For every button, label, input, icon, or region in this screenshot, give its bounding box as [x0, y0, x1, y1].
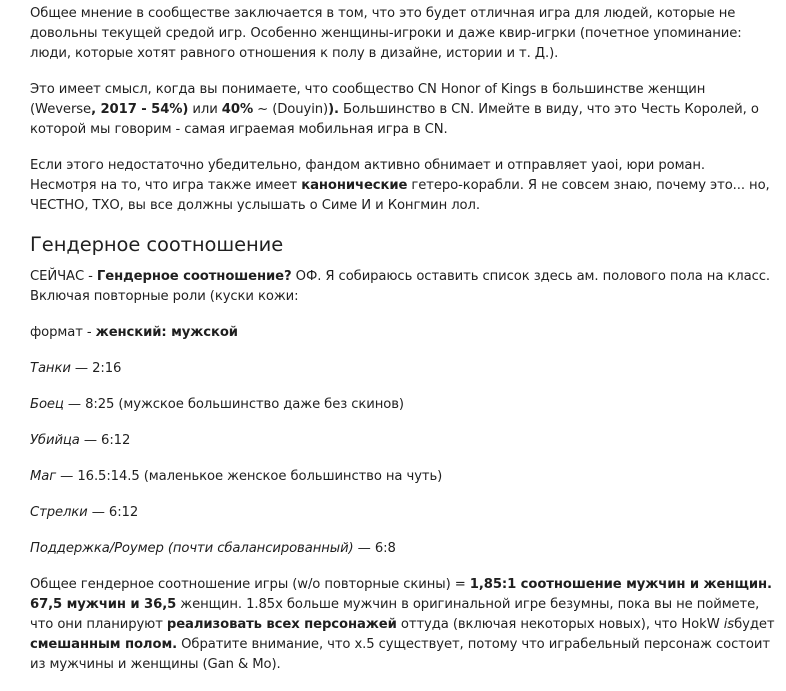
- bold-text: Гендерное соотношение?: [96, 269, 292, 284]
- role-value: — 2:16: [70, 361, 122, 376]
- bold-text: , 2017 - 54%): [91, 102, 189, 117]
- role-ratio-assassin: [30, 431, 775, 451]
- role-name: Боец: [30, 397, 64, 412]
- paragraph-fandom: [30, 156, 775, 216]
- role-ratio-mage: [30, 467, 775, 487]
- role-value: — 6:8: [353, 541, 396, 556]
- paragraph-ratio-intro: [30, 267, 775, 307]
- role-ratio-marksman: [30, 503, 775, 523]
- text: Общее мнение в сообществе заключается в том, что это будет отличная игра для людей, которые не довольны текущей средой игр. Особенно женщины-игроки и даже квир-игрки (почетное упоминание: люди, которые хотят равного отношения к полу в дизайне, истории и т. Д.).: [30, 6, 742, 61]
- role-value: — 6:12: [87, 505, 139, 520]
- text: гетеро-корабли. Я не совсем знаю, почему это... но, ЧЕСТНО, ТХО, вы все должны услышать о Симе И и Конгмин лол.: [30, 178, 770, 213]
- text: ОФ. Я собираюсь оставить список здесь ам. полового пола на класс. Включая повторные роли (куски кожи:: [30, 269, 770, 304]
- bold-text: канонические: [301, 178, 408, 193]
- role-value: — 8:25 (мужское большинство даже без скинов): [63, 397, 404, 412]
- text: Большинство в CN. Имейте в виду, что это Честь Королей, о которой мы говорим - самая играемая мобильная игра в CN.: [30, 102, 759, 137]
- paragraph-cn-demographics: [30, 80, 775, 140]
- text: женщин.: [176, 597, 243, 612]
- text: оттуда (включая некоторых новых), что HokW: [396, 617, 724, 632]
- text: Если этого недостаточно убедительно, фандом активно обнимает и отправляет yaoi, юри роман. Несмотря на то, что игра также имеет: [30, 158, 706, 193]
- paragraph-format: [30, 323, 775, 343]
- text: или: [188, 102, 222, 117]
- text: СЕЙЧАС -: [30, 269, 97, 284]
- paragraph-community-opinion: [30, 4, 775, 64]
- role-ratio-support: [30, 539, 775, 559]
- text: Обратите внимание, что x.5 существует, потому что играбельный персонаж состоит из мужчины и женщины (Gan & Mo).: [30, 637, 770, 672]
- bold-text: 40%: [221, 102, 254, 117]
- bold-text: женский: мужской: [95, 325, 238, 340]
- bold-text: ).: [328, 102, 339, 117]
- section-heading: Гендерное соотношение: [30, 233, 284, 256]
- paragraph-summary: [30, 575, 775, 675]
- role-name: Поддержка/Роумер (почти сбалансированный): [30, 541, 354, 556]
- text: 1.85x больше мужчин в оригинальной игре безумны, пока вы не поймете, что они планируют: [30, 597, 760, 632]
- role-name: Стрелки: [30, 505, 88, 520]
- italic-text: is: [723, 617, 735, 632]
- text: Это имеет смысл, когда вы понимаете, что сообщество CN Honor of Kings в большинстве женщин (Weverse: [30, 82, 706, 117]
- role-ratio-fighter: [30, 395, 775, 415]
- text: формат -: [30, 325, 96, 340]
- role-value: — 16.5:14.5 (маленькое женское большинство на чуть): [56, 469, 443, 484]
- bold-text: 1,85:1 соотношение мужчин и женщин. 67,5 мужчин и 36,5: [30, 577, 772, 612]
- role-value: — 6:12: [79, 433, 131, 448]
- text: будет: [734, 617, 775, 632]
- bold-text: реализовать всех персонажей: [166, 617, 397, 632]
- text: Общее гендерное соотношение игры (w/o повторные скины) =: [30, 577, 470, 592]
- bold-text: смешанным полом.: [30, 637, 178, 652]
- role-name: Танки: [30, 361, 71, 376]
- role-name: Маг: [30, 469, 57, 484]
- text: ~ (Douyin): [253, 102, 329, 117]
- article-content: [30, 4, 775, 691]
- role-ratio-tanks: [30, 359, 775, 379]
- role-name: Убийца: [30, 433, 80, 448]
